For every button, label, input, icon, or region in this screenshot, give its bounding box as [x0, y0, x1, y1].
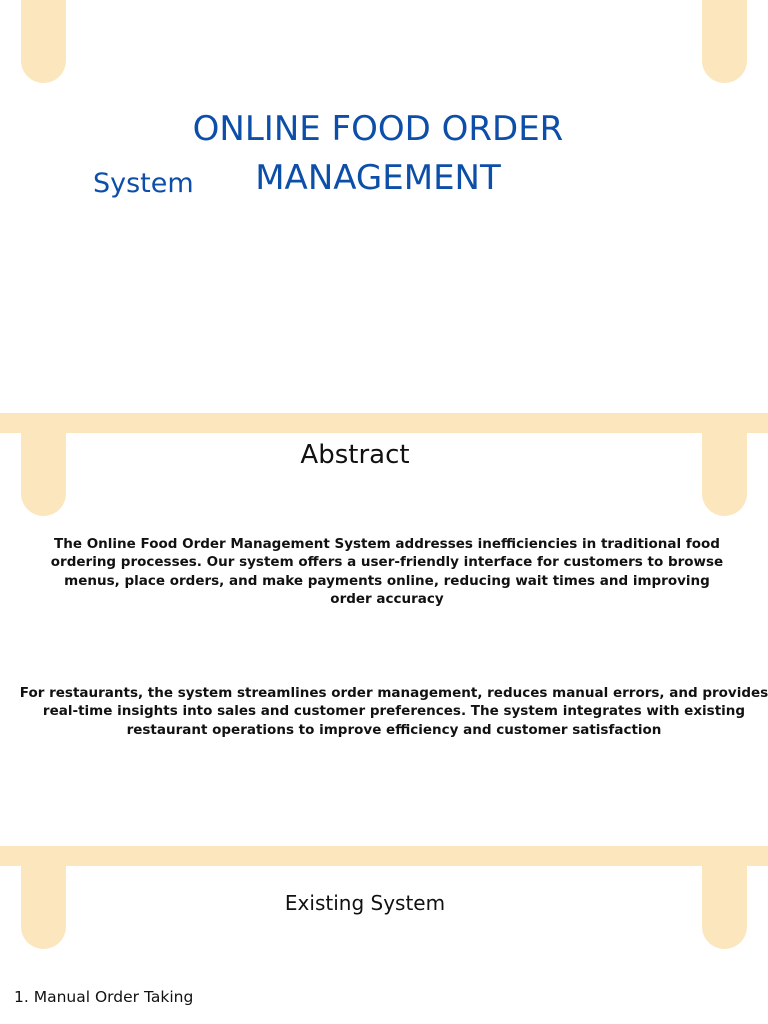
decorative-top-band: [0, 846, 768, 866]
abstract-slide: [0, 410, 768, 843]
slide-title-line-2: MANAGEMENT: [255, 158, 501, 198]
decorative-tab-left: [21, 0, 66, 83]
existing-system-heading: Existing System: [284, 891, 446, 915]
slide-subtitle: System: [93, 168, 194, 199]
decorative-top-band: [0, 413, 768, 433]
list-item: 1. Manual Order Taking: [14, 988, 194, 1006]
abstract-heading: Abstract: [300, 440, 410, 470]
decorative-tab-right: [702, 0, 747, 83]
abstract-paragraph-1: The Online Food Order Management System addresses inefficiencies in traditional food ordering processes. Our system offers a user-friendly interface for customers to browse menus, place orders, and make payments online, reducing wait times and improving order accuracy: [50, 536, 724, 607]
existing-system-slide: [0, 843, 768, 1024]
title-slide: [0, 0, 768, 410]
abstract-paragraph-2: For restaurants, the system streamlines order management, reduces manual errors, and provides real-time insights into sales and customer preferences. The system integrates with existing restaurant operations to improve efficiency and customer satisfaction: [19, 685, 768, 738]
slide-title-line-1: ONLINE FOOD ORDER: [192, 109, 564, 149]
